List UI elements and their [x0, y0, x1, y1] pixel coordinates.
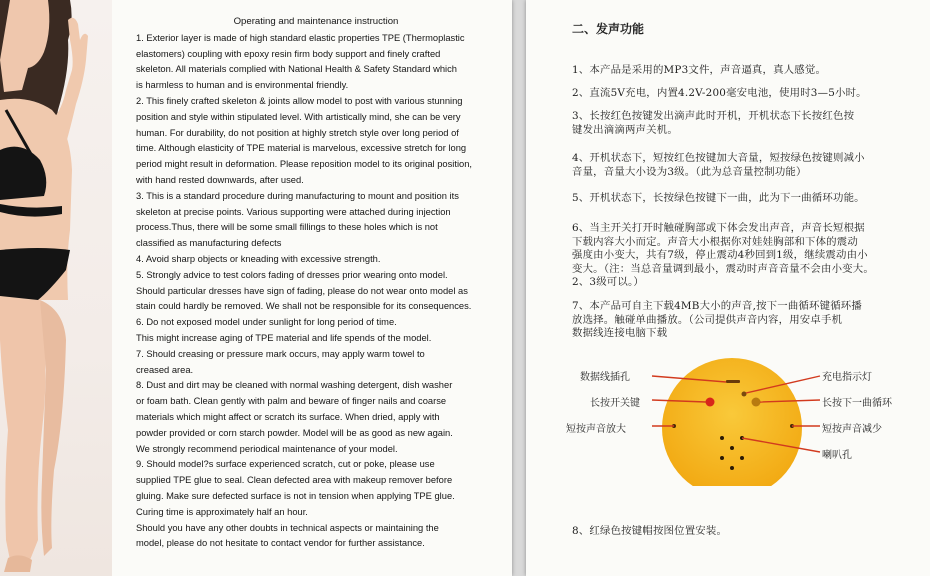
feature-item-6: 6、当主开关打开时触碰胸部或下体会发出声音，声音长短根据 下载内容大小而定。声音大小根据你对娃娃胸部和下体的震动 强度由小变大，共有7级，停止震动4秒回到1级，继续震动由小 变大。（注：当总音量调到最小，震动时声音音量不会由小变大。 2、3级可以。） [572, 222, 874, 289]
feature-item-5: 5、开机状态下，长按绿色按键下一曲，此为下一曲循环功能。 [572, 192, 865, 204]
feature-item-1: 1、本产品是采用的MP3文件，声音逼真，真人感觉。 [572, 64, 827, 76]
instruction-paragraph-3: 3. This is a standard procedure during manufacturing to mount and position its skeleton at precise points. Various supporting were attached during injection process.Thus, there will be some small fillings to these holes which is not classified as manufacturing defects [136, 190, 459, 249]
model-figure-illustration [0, 0, 112, 576]
instruction-paragraph-6: 6. Do not exposed model under sunlight for long period of time. This might increase aging of TPE material and life spends of the model. [136, 317, 432, 343]
feature-item-7: 7、本产品可自主下载4MB大小的声音,按下一曲循环键循环播 放选择。触碰单曲播放。（公司提供声音内容，用安卓手机 数据线连接电脑下载 [572, 300, 862, 340]
charge-led-dot [742, 392, 747, 397]
instruction-closing-note: Should you have any other doubts in technical aspects or maintaining the model, please do not hesitate to contact vendor for further assistance. [136, 522, 439, 549]
instruction-paragraph-1: 1. Exterior layer is made of high standard elastic properties TPE (Thermoplastic elastomers) coupling with epoxy resin firm body support and finely crafted skeleton. All materials complied with National Health & Safety Standard which is harmless to human and is environmental friendly. [136, 32, 465, 91]
instruction-paragraph-8: 8. Dust and dirt may be cleaned with normal washing detergent, dish washer or foam bath. Clean gently with palm and beware of finger nails and coarse materials which might affect or scratch its surface. When dried, apply with powder provided or corn starch powder. Model will be as good as new again. We strongly recommend periodical maintenance of your model. [136, 380, 453, 454]
callout-power-key: 长按开关键 [590, 398, 640, 409]
section-heading: 二、发声功能 [572, 22, 645, 36]
usb-port-slot [726, 380, 740, 383]
green-button [752, 398, 761, 407]
instruction-paragraph-4: 4. Avoid sharp objects or kneading with excessive strength. [136, 253, 381, 264]
feature-item-4: 4、开机状态下，短按红色按键加大音量，短按绿色按键则减小 音量，音量大小设为3级。（此为总音量控制功能） [572, 152, 865, 178]
document-title: Operating and maintenance instruction [233, 16, 399, 27]
callout-speaker: 喇叭孔 [822, 450, 852, 461]
callout-volume-up: 短按声音放大 [566, 424, 626, 435]
model-photo [0, 0, 112, 576]
instruction-text-column [136, 14, 496, 552]
instruction-paragraph-7: 7. Should creasing or pressure mark occurs, may apply warm towel to creased area. [136, 348, 425, 375]
feature-item-8: 8、红绿色按键帽按图位置安装。 [572, 525, 728, 537]
feature-item-3: 3、长按红色按键发出滴声此时开机，开机状态下长按红色按 键发出滴滴两声关机。 [572, 110, 855, 136]
instruction-paragraph-5: 5. Strongly advice to test colors fading of dresses prior wearing onto model. Should particular dresses have sign of fading, please do not wear onto model as stain could hardly be removed. We shall not be responsible for its consequences. [136, 269, 472, 312]
instruction-paragraph-2: 2. This finely crafted skeleton & joints allow model to post with various stunning position and style within stipulated level. With artistically mind, she can be very human. For durability, do not position at highly stretch style over long period of time. Although elasticity of TPE material is marvelous, excessive stretch for long period might result in deformation. Please reposition model to its original position, with hand rested downwards, after used. [136, 95, 473, 185]
control-panel-diagram [566, 356, 930, 486]
instruction-paragraph-9: 9. Should model?s surface experienced scratch, cut or poke, please use supplied TPE glue to seal. Clean defected area with makeup remover before gluing. Make sure defected surface is not in tension when applying TPE glue. Curing time is approximately half an hour. [136, 459, 455, 517]
red-button [706, 398, 715, 407]
callout-next-track: 长按下一曲循环 [822, 398, 892, 409]
callout-charge-led: 充电指示灯 [822, 372, 872, 383]
feature-item-2: 2、直流5V充电，内置4.2V-200毫安电池，使用时3—5小时。 [572, 87, 867, 99]
callout-usb-port: 数据线插孔 [580, 372, 630, 383]
right-page [526, 0, 930, 576]
callout-volume-down: 短按声音减少 [822, 424, 882, 435]
